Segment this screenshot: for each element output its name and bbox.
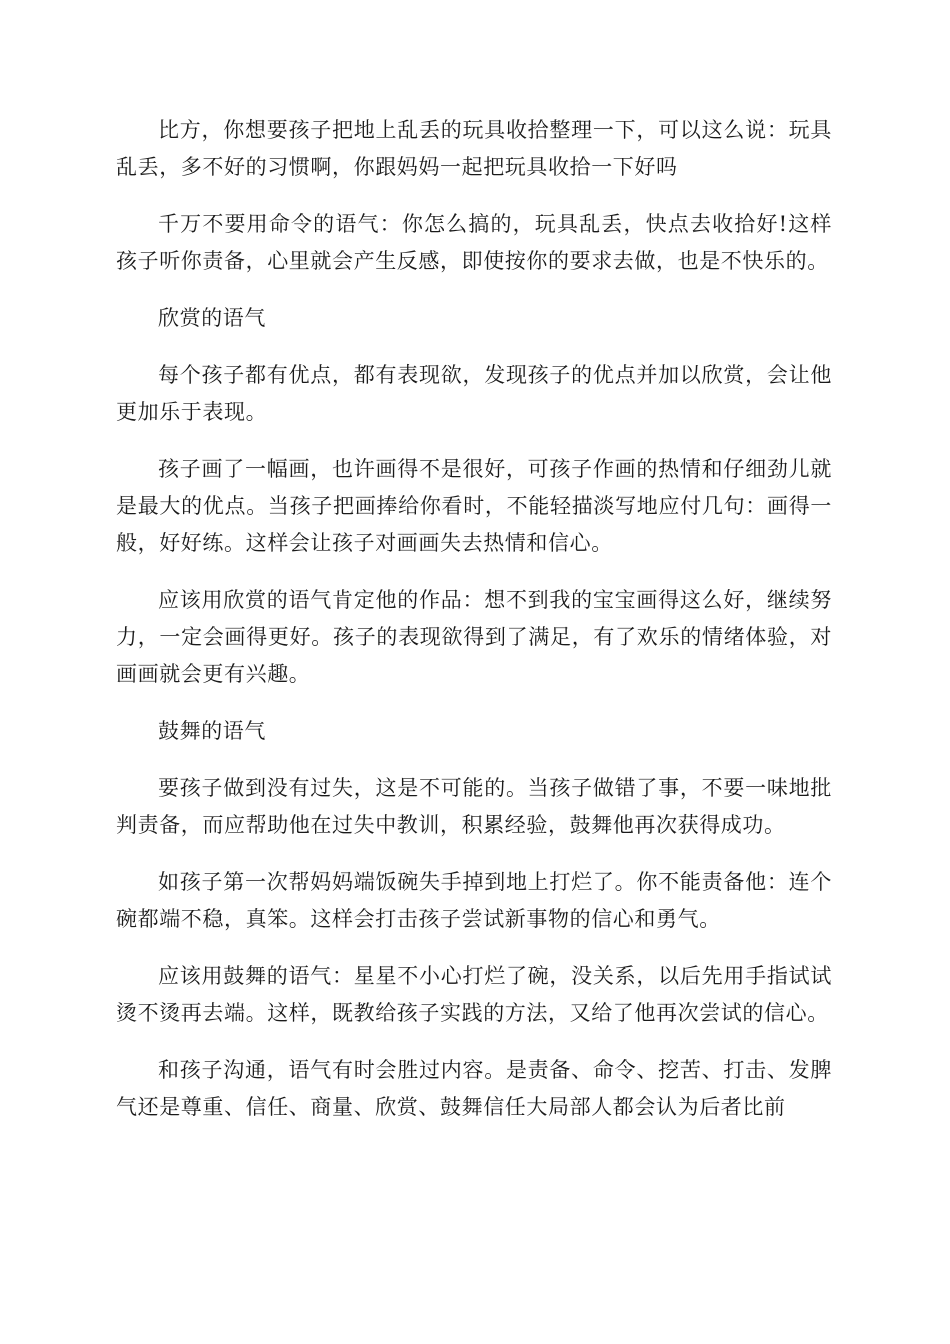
paragraph-no-command-tone: 千万不要用命令的语气：你怎么搞的，玩具乱丢，快点去收拾好!这样孩子听你责备，心里就会产生反感，即使按你的要求去做，也是不快乐的。	[116, 212, 832, 273]
paragraph-appreciation-intro: 每个孩子都有优点，都有表现欲，发现孩子的优点并加以欣赏，会让他更加乐于表现。	[116, 363, 832, 424]
paragraph-appreciation-response: 应该用欣赏的语气肯定他的作品：想不到我的宝宝画得这么好，继续努力，一定会画得更好。孩子的表现欲得到了满足，有了欢乐的情绪体验，对画画就会更有兴趣。	[116, 588, 832, 686]
paragraph-conclusion: 和孩子沟通，语气有时会胜过内容。是责备、命令、挖苦、打击、发脾气还是尊重、信任、商量、欣赏、鼓舞信任大局部人都会认为后者比前	[116, 1058, 832, 1119]
paragraph-drawing-example: 孩子画了一幅画，也许画得不是很好，可孩子作画的热情和仔细劲儿就是最大的优点。当孩子把画捧给你看时，不能轻描淡写地应付几句：画得一般，好好练。这样会让孩子对画画失去热情和信心。	[116, 457, 832, 555]
paragraph-mistakes: 要孩子做到没有过失，这是不可能的。当孩子做错了事，不要一味地批判责备，而应帮助他在过失中教训，积累经验，鼓舞他再次获得成功。	[116, 776, 832, 837]
section-heading-encouragement: 鼓舞的语气	[158, 719, 266, 743]
paragraph-bowl-example: 如孩子第一次帮妈妈端饭碗失手掉到地上打烂了。你不能责备他：连个碗都端不稳，真笨。这样会打击孩子尝试新事物的信心和勇气。	[116, 870, 832, 931]
section-heading-appreciation: 欣赏的语气	[158, 306, 266, 330]
paragraph-example-toys: 比方，你想要孩子把地上乱丢的玩具收拾整理一下，可以这么说：玩具乱丢，多不好的习惯啊，你跟妈妈一起把玩具收拾一下好吗	[116, 118, 832, 179]
document-body	[116, 112, 832, 1146]
paragraph-encouragement-response: 应该用鼓舞的语气：星星不小心打烂了碗，没关系，以后先用手指试试烫不烫再去端。这样，既教给孩子实践的方法，又给了他再次尝试的信心。	[116, 964, 832, 1025]
